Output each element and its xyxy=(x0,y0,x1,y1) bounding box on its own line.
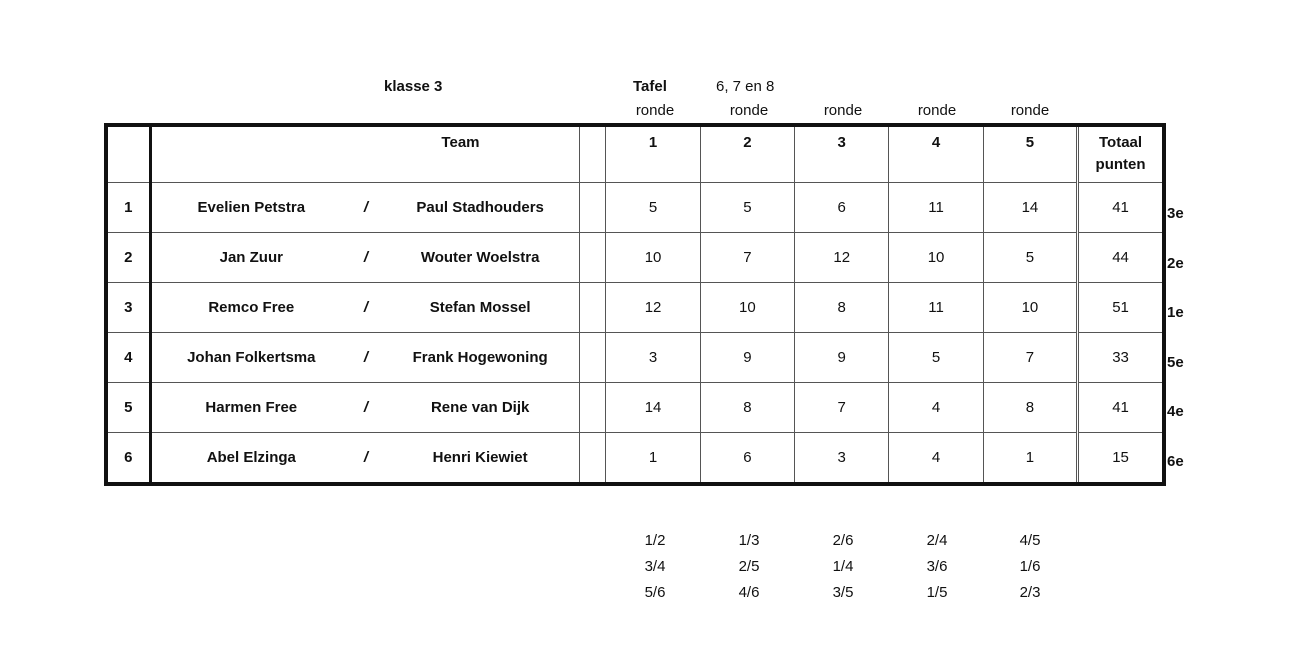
pairing: 2/3 xyxy=(1019,584,1041,601)
row-number: 6 xyxy=(106,433,150,485)
table-row xyxy=(106,283,1164,333)
score-cell: 5 xyxy=(700,183,794,233)
player2-name: Frank Hogewoning xyxy=(381,333,580,383)
score-cell: 10 xyxy=(700,283,794,333)
pairing: 2/5 xyxy=(738,558,760,575)
player1-name: Abel Elzinga xyxy=(150,433,351,485)
total-header-line1: Totaal xyxy=(1099,134,1143,151)
score-cell: 5 xyxy=(606,183,700,233)
table-row xyxy=(106,383,1164,433)
total-header-cell xyxy=(1078,125,1164,183)
pairing: 4/5 xyxy=(1019,532,1041,549)
schedule-round-5 xyxy=(1000,528,1060,606)
pairing: 3/4 xyxy=(644,558,666,575)
pairing: 1/5 xyxy=(926,584,948,601)
ronde-label-2: ronde xyxy=(729,102,769,119)
pairing: 3/5 xyxy=(832,584,854,601)
spacer-cell xyxy=(580,183,606,233)
score-cell: 8 xyxy=(983,383,1077,433)
table-row xyxy=(106,183,1164,233)
spacer-cell xyxy=(580,233,606,283)
ronde-label-3: ronde xyxy=(823,102,863,119)
pairing: 1/3 xyxy=(738,532,760,549)
tafel-label: Tafel xyxy=(633,78,667,95)
ronde-label-4: ronde xyxy=(917,102,957,119)
score-cell: 14 xyxy=(606,383,700,433)
round-header-2: 2 xyxy=(700,125,794,183)
table-row xyxy=(106,333,1164,383)
score-cell: 14 xyxy=(983,183,1077,233)
ronde-label-1: ronde xyxy=(635,102,675,119)
score-cell: 10 xyxy=(889,233,983,283)
placement-label: 6e xyxy=(1167,453,1184,470)
player1-name: Jan Zuur xyxy=(150,233,351,283)
score-cell: 1 xyxy=(606,433,700,485)
total-cell: 44 xyxy=(1078,233,1164,283)
score-cell: 9 xyxy=(795,333,889,383)
team-separator: / xyxy=(351,333,381,383)
table-row xyxy=(106,233,1164,283)
pairing: 5/6 xyxy=(644,584,666,601)
player2-name: Wouter Woelstra xyxy=(381,233,580,283)
score-cell: 5 xyxy=(889,333,983,383)
spacer-header-cell xyxy=(580,125,606,183)
score-cell: 7 xyxy=(795,383,889,433)
score-cell: 9 xyxy=(700,333,794,383)
total-cell: 33 xyxy=(1078,333,1164,383)
pairing: 3/6 xyxy=(926,558,948,575)
nr-header-cell xyxy=(106,125,150,183)
spacer-cell xyxy=(580,283,606,333)
team-separator: / xyxy=(351,433,381,485)
placement-label: 5e xyxy=(1167,354,1184,371)
placement-label: 2e xyxy=(1167,255,1184,272)
score-cell: 4 xyxy=(889,383,983,433)
total-header-line2: punten xyxy=(1095,156,1146,173)
score-table xyxy=(104,123,1166,486)
table-header-row xyxy=(106,125,1164,183)
round-header-5: 5 xyxy=(983,125,1077,183)
total-cell: 41 xyxy=(1078,383,1164,433)
team-separator: / xyxy=(351,383,381,433)
player1-name: Remco Free xyxy=(150,283,351,333)
row-number: 4 xyxy=(106,333,150,383)
score-cell: 6 xyxy=(700,433,794,485)
player2-name: Paul Stadhouders xyxy=(381,183,580,233)
table-row xyxy=(106,433,1164,485)
score-cell: 8 xyxy=(795,283,889,333)
score-cell: 3 xyxy=(606,333,700,383)
player1-name: Harmen Free xyxy=(150,383,351,433)
schedule-round-4 xyxy=(907,528,967,606)
player2-name: Henri Kiewiet xyxy=(381,433,580,485)
total-cell: 51 xyxy=(1078,283,1164,333)
score-cell: 12 xyxy=(795,233,889,283)
schedule-round-2 xyxy=(719,528,779,606)
team-separator: / xyxy=(351,183,381,233)
row-number: 3 xyxy=(106,283,150,333)
spacer-cell xyxy=(580,433,606,485)
team-separator: / xyxy=(351,283,381,333)
pairing: 2/4 xyxy=(926,532,948,549)
row-number: 1 xyxy=(106,183,150,233)
team-separator: / xyxy=(351,233,381,283)
pairing: 4/6 xyxy=(738,584,760,601)
schedule-round-1 xyxy=(625,528,685,606)
score-cell: 1 xyxy=(983,433,1077,485)
spacer-cell xyxy=(580,383,606,433)
player2-name: Rene van Dijk xyxy=(381,383,580,433)
pairing: 2/6 xyxy=(832,532,854,549)
placement-label: 3e xyxy=(1167,205,1184,222)
score-cell: 10 xyxy=(606,233,700,283)
schedule-round-3 xyxy=(813,528,873,606)
total-cell: 15 xyxy=(1078,433,1164,485)
player1-name: Johan Folkertsma xyxy=(150,333,351,383)
score-cell: 3 xyxy=(795,433,889,485)
score-cell: 11 xyxy=(889,183,983,233)
score-cell: 11 xyxy=(889,283,983,333)
placement-label: 1e xyxy=(1167,304,1184,321)
score-cell: 4 xyxy=(889,433,983,485)
ronde-label-5: ronde xyxy=(1010,102,1050,119)
round-header-1: 1 xyxy=(606,125,700,183)
pairing: 1/6 xyxy=(1019,558,1041,575)
klasse-label: klasse 3 xyxy=(384,78,443,95)
row-number: 2 xyxy=(106,233,150,283)
score-cell: 7 xyxy=(983,333,1077,383)
team-header-cell xyxy=(150,125,580,183)
spacer-cell xyxy=(580,333,606,383)
total-cell: 41 xyxy=(1078,183,1164,233)
score-cell: 8 xyxy=(700,383,794,433)
score-cell: 5 xyxy=(983,233,1077,283)
placement-label: 4e xyxy=(1167,403,1184,420)
round-header-4: 4 xyxy=(889,125,983,183)
team-header: Team xyxy=(441,134,480,151)
pairing: 1/4 xyxy=(832,558,854,575)
score-cell: 10 xyxy=(983,283,1077,333)
player1-name: Evelien Petstra xyxy=(150,183,351,233)
pairing: 1/2 xyxy=(644,532,666,549)
tafel-numbers: 6, 7 en 8 xyxy=(716,78,775,95)
row-number: 5 xyxy=(106,383,150,433)
score-cell: 6 xyxy=(795,183,889,233)
round-header-3: 3 xyxy=(795,125,889,183)
score-cell: 7 xyxy=(700,233,794,283)
score-cell: 12 xyxy=(606,283,700,333)
player2-name: Stefan Mossel xyxy=(381,283,580,333)
